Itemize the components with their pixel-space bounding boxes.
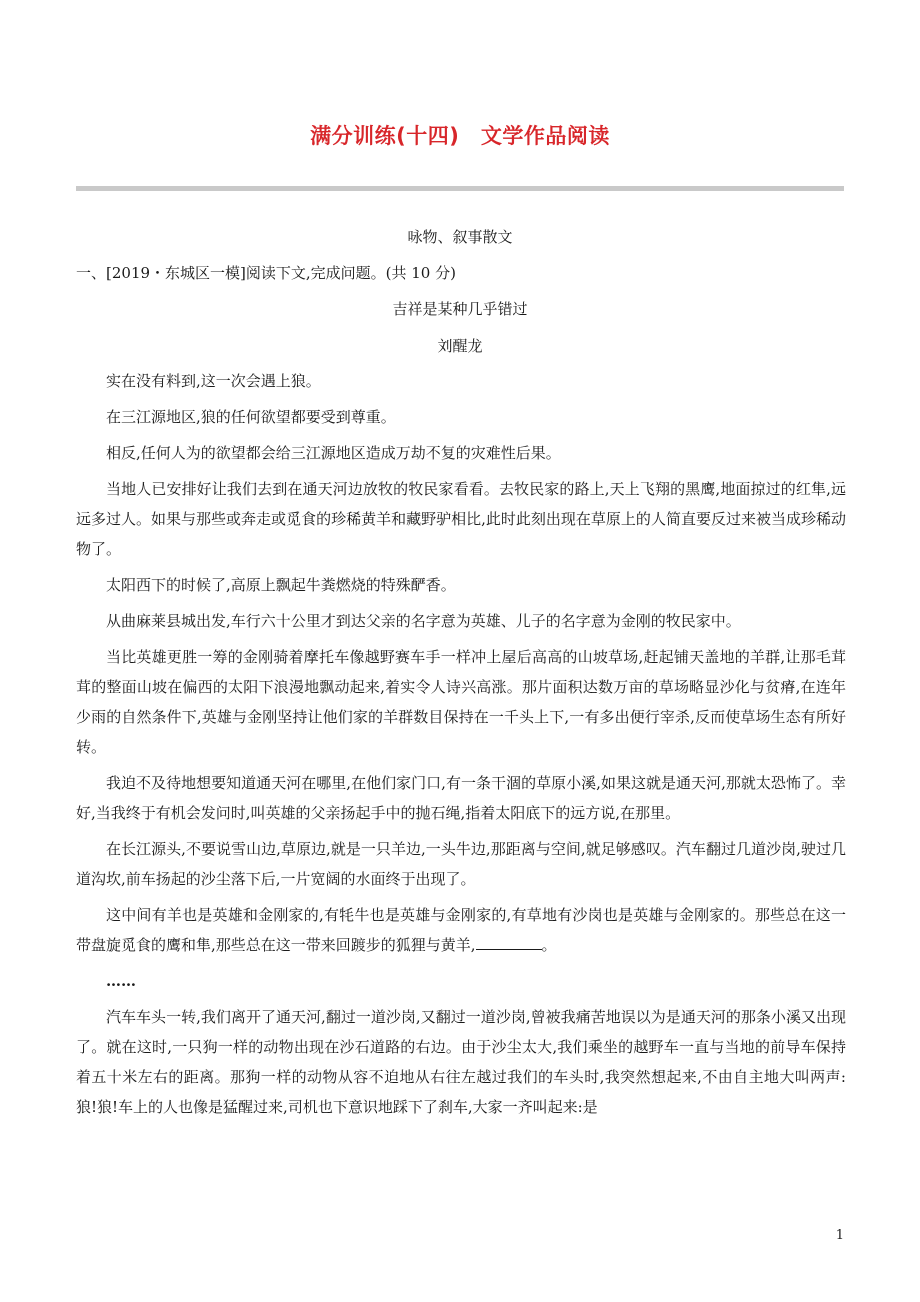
blank-suffix: 。 [541, 936, 557, 954]
paragraph-with-blank [76, 900, 846, 960]
paragraph: 当地人已安排好让我们去到在通天河边放牧的牧民家看看。去牧民家的路上,天上飞翔的黑鹰,地面掠过的红隼,远远多过人。如果与那些或奔走或觅食的珍稀黄羊和藏野驴相比,此时此刻出现在草原上的人简直要反过来被当成珍稀动物了。 [76, 480, 846, 558]
paragraph: 从曲麻莱县城出发,车行六十公里才到达父亲的名字意为英雄、儿子的名字意为金刚的牧民家中。 [106, 612, 741, 630]
ellipsis: …… [106, 972, 136, 990]
paragraph: 太阳西下的时候了,高原上飘起牛粪燃烧的特殊酽香。 [106, 576, 456, 594]
page-title: 满分训练(十四) 文学作品阅读 [310, 124, 610, 148]
paragraph: 实在没有料到,这一次会遇上狼。 [106, 372, 321, 390]
paragraph: 相反,任何人为的欲望都会给三江源地区造成万劫不复的灾难性后果。 [106, 444, 561, 462]
section-heading: 咏物、叙事散文 [407, 228, 513, 246]
essay-title: 吉祥是某种几乎错过 [392, 300, 528, 318]
paragraph: 我迫不及待地想要知道通天河在哪里,在他们家门口,有一条干涸的草原小溪,如果这就是通天河,那就太恐怖了。幸好,当我终于有机会发问时,叫英雄的父亲扬起手中的抛石绳,指着太阳底下的远方说,在那里。 [76, 774, 846, 822]
paragraph: 当比英雄更胜一筹的金刚骑着摩托车像越野赛车手一样冲上屋后高高的山坡草场,赶起铺天盖地的羊群,让那毛茸茸的整面山坡在偏西的太阳下浪漫地飘动起来,着实令人诗兴高涨。那片面积达数万亩的草场略显沙化与贫瘠,在连年少雨的自然条件下,英雄与金刚坚持让他们家的羊群数目保持在一千头上下,一有多出便行宰杀,反而使草场生态有所好转。 [76, 648, 846, 756]
fill-in-blank[interactable] [476, 935, 542, 950]
paragraph: 汽车车头一转,我们离开了通天河,翻过一道沙岗,又翻过一道沙岗,曾被我痛苦地误以为是通天河的那条小溪又出现了。就在这时,一只狗一样的动物出现在沙石道路的右边。由于沙尘太大,我们乘坐的越野车一直与当地的前导车保持着五十米左右的距离。那狗一样的动物从容不迫地从右往左越过我们的车头时,我突然想起来,不由自主地大叫两声:狼!狼!车上的人也像是猛醒过来,司机也下意识地踩下了刹车,大家一齐叫起来:是 [76, 1008, 846, 1116]
essay-body [76, 366, 846, 1128]
paragraph: 在长江源头,不要说雪山边,草原边,就是一只羊边,一头牛边,那距离与空间,就足够感叹。汽车翻过几道沙岗,驶过几道沟坎,前车扬起的沙尘落下后,一片宽阔的水面终于出现了。 [76, 840, 846, 888]
question-prompt: 一、[2019・东城区一模]阅读下文,完成问题。(共 10 分) [76, 264, 456, 282]
paragraph-text: 这中间有羊也是英雄和金刚家的,有牦牛也是英雄与金刚家的,有草地有沙岗也是英雄与金刚家的。那些总在这一带盘旋觅食的鹰和隼,那些总在这一带来回踱步的狐狸与黄羊, [76, 906, 846, 954]
essay-author: 刘醒龙 [437, 337, 483, 355]
page-number: 1 [835, 1228, 844, 1243]
paragraph: 在三江源地区,狼的任何欲望都要受到尊重。 [106, 408, 396, 426]
title-divider [76, 186, 844, 191]
